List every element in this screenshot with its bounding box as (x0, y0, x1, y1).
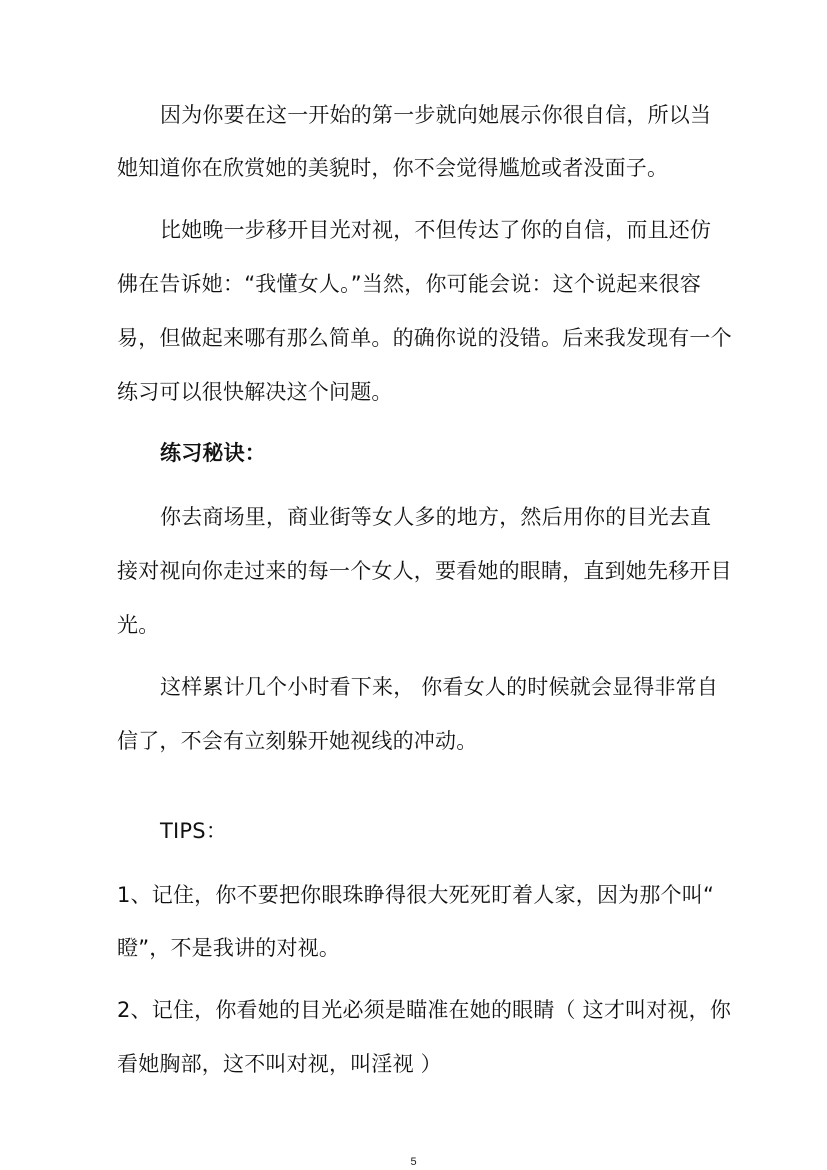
section-heading-tips: TIPS： (160, 819, 228, 843)
paragraph-2-line-4: 练习可以很快解决这个问题。 (117, 380, 393, 404)
page-number: 5 (410, 1156, 417, 1168)
section-heading-practice-tips: 练习秘诀： (160, 441, 266, 465)
paragraph-3-line-2: 接对视向你走过来的每一个女人，要看她的眼睛，直到她先移开目 (117, 559, 732, 583)
paragraph-1-line-2: 她知道你在欣赏她的美貌时，你不会觉得尴尬或者没面子。 (117, 156, 669, 180)
paragraph-2-line-3: 易，但做起来哪有那么简单。的确你说的没错。后来我发现有一个 (117, 326, 732, 350)
paragraph-1-line-1: 因为你要在这一开始的第一步就向她展示你很自信，所以当 (160, 103, 712, 127)
paragraph-2-line-2: 佛在告诉她：“我懂女人。”当然，你可能会说：这个说起来很容 (117, 272, 702, 296)
paragraph-2-line-1: 比她晚一步移开目光对视，不但传达了你的自信，而且还仿 (160, 218, 712, 242)
paragraph-4-line-2: 信了，不会有立刻躲开她视线的冲动。 (117, 729, 478, 753)
tip-2-line-1: 2、记住，你看她的目光必须是瞄准在她的眼睛（ 这才叫对视，你 (117, 998, 732, 1022)
tip-2-line-2: 看她胸部，这不叫对视，叫淫视 ） (117, 1052, 442, 1076)
paragraph-3-line-1: 你去商场里，商业街等女人多的地方，然后用你的目光去直 (160, 505, 712, 529)
paragraph-4-line-1: 这样累计几个小时看下来， 你看女人的时候就会显得非常自 (160, 675, 719, 699)
paragraph-3-line-3: 光。 (117, 613, 160, 637)
tip-1-line-2: 瞪”，不是我讲的对视。 (117, 936, 341, 960)
tip-1-line-1: 1、记住，你不要把你眼珠睁得很大死死盯着人家，因为那个叫“ (117, 883, 715, 907)
